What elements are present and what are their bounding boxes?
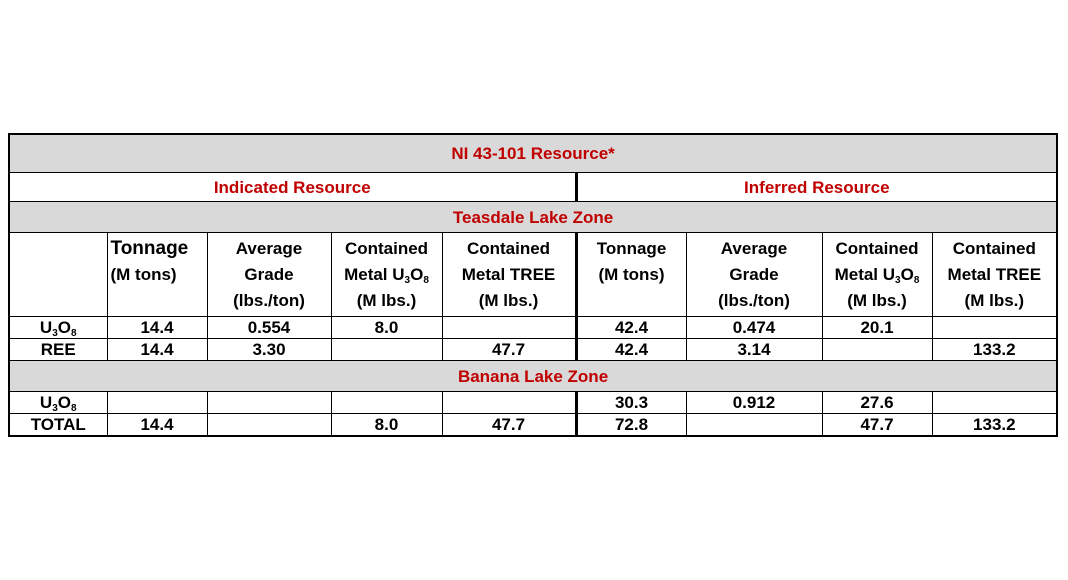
table-row-teasdale-u3o8 (9, 317, 1057, 339)
table-cell: 133.2 (932, 339, 1057, 361)
table-cell: 30.3 (576, 392, 686, 414)
table-cell: 27.6 (822, 392, 932, 414)
inferred-resource-header: Inferred Resource (576, 173, 1057, 202)
table-cell: 14.4 (107, 339, 207, 361)
header-contained-metal-u3o8-inferred: Contained Metal $U_3O_8$ (M lbs.) (822, 233, 932, 317)
table-cell: 3.14 (686, 339, 822, 361)
zone-header-teasdale: Teasdale Lake Zone (9, 202, 1057, 233)
table-cell: 14.4 (107, 414, 207, 437)
table-cell: 42.4 (576, 339, 686, 361)
table-row-teasdale-ree (9, 339, 1057, 361)
header-tonnage: Tonnage (M tons) (107, 233, 207, 317)
table-cell: 3.30 (207, 339, 331, 361)
table-cell (442, 317, 576, 339)
table-cell (207, 392, 331, 414)
header-average-grade-inferred: Average Grade (lbs./ton) (686, 233, 822, 317)
table-cell: 0.554 (207, 317, 331, 339)
table-row-total (9, 414, 1057, 437)
table-cell (932, 317, 1057, 339)
row-label-u3o8: $U_3O_8$ (9, 392, 107, 414)
zone-header-banana: Banana Lake Zone (9, 361, 1057, 392)
header-contained-metal-u3o8: Contained Metal $U_3O_8$ (M lbs.) (331, 233, 442, 317)
indicated-resource-header: Indicated Resource (9, 173, 576, 202)
table-cell: 47.7 (822, 414, 932, 437)
table-title: NI 43-101 Resource* (9, 134, 1057, 173)
header-tonnage-inferred: Tonnage (M tons) (576, 233, 686, 317)
row-label-ree: REE (9, 339, 107, 361)
table-cell: 133.2 (932, 414, 1057, 437)
row-label-u3o8: $U_3O_8$ (9, 317, 107, 339)
table-cell: 47.7 (442, 339, 576, 361)
table-cell: 0.912 (686, 392, 822, 414)
header-average-grade: Average Grade (lbs./ton) (207, 233, 331, 317)
table-cell: 8.0 (331, 414, 442, 437)
table-cell (331, 392, 442, 414)
header-contained-metal-tree: Contained Metal TREE (M lbs.) (442, 233, 576, 317)
table-cell (207, 414, 331, 437)
row-label-total: TOTAL (9, 414, 107, 437)
table-cell (107, 392, 207, 414)
table-cell (442, 392, 576, 414)
column-header-row (9, 233, 1057, 317)
table-cell: 72.8 (576, 414, 686, 437)
table-cell: 42.4 (576, 317, 686, 339)
table-cell: 14.4 (107, 317, 207, 339)
header-contained-metal-tree-inferred: Contained Metal TREE (M lbs.) (932, 233, 1057, 317)
header-blank (9, 233, 107, 317)
table-cell (822, 339, 932, 361)
table-cell (932, 392, 1057, 414)
table-cell (331, 339, 442, 361)
table-cell: 20.1 (822, 317, 932, 339)
resource-table (8, 133, 1058, 437)
table-row-banana-u3o8 (9, 392, 1057, 414)
table-cell: 0.474 (686, 317, 822, 339)
table-cell (686, 414, 822, 437)
table-cell: 8.0 (331, 317, 442, 339)
table-cell: 47.7 (442, 414, 576, 437)
